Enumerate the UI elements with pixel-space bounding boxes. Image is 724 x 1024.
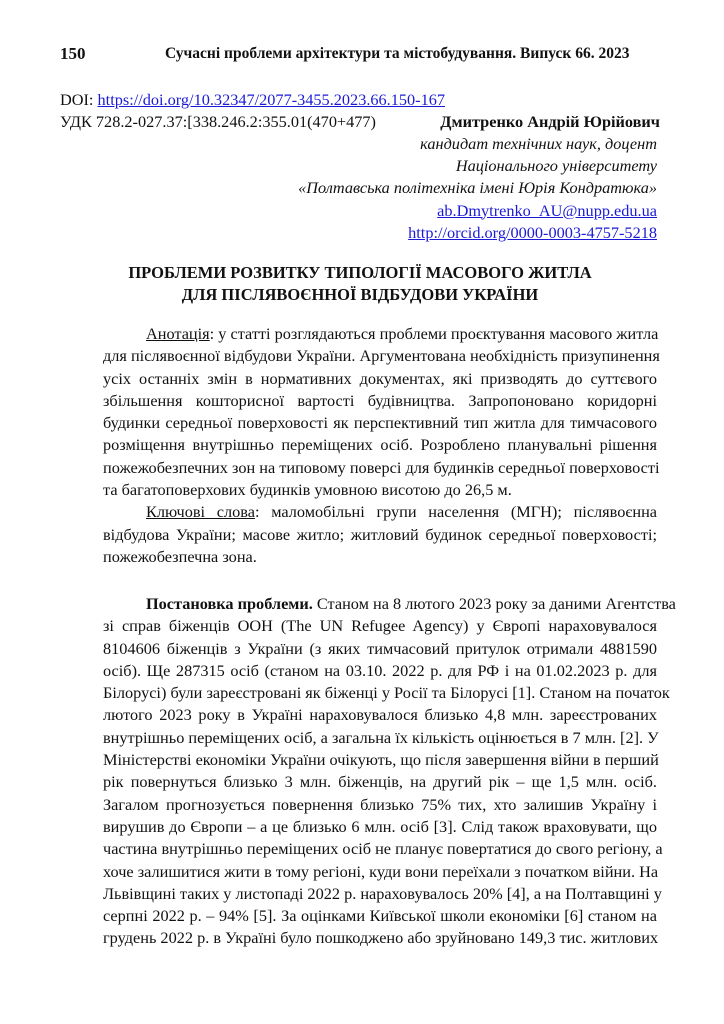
problem-line: рік повернуться близько 3 млн. біженців, на другий рік – ще 1,5 млн. осіб. <box>103 772 657 792</box>
abstract-line: збільшення кошторисної вартості будівництва. Запропоновано коридорні <box>103 390 657 410</box>
problem-line: Міністерстві економіки України очікують, що після завершення війни в перший <box>103 750 659 770</box>
problem-line: 8104606 біженців з України (з яких тимчасовий притулок отримали 4881590 <box>103 638 657 658</box>
author-block <box>97 133 657 244</box>
keywords-line: пожежобезпечна зона. <box>103 546 257 566</box>
problem-line: серпні 2022 р. – 94% [5]. За оцінками Київської школи економіки [6] станом на <box>103 906 657 926</box>
problem-line: Білорусі) були зареєстровані як біженці у Росії та Білорусі [1]. Станом на початок <box>103 683 670 703</box>
keywords-line: відбудова України; масове житло; житловий будинок середньої поверховості; <box>103 524 657 544</box>
author-orcid-link[interactable]: http://orcid.org/0000-0003-4757-5218 <box>408 222 657 242</box>
abstract-line: пожежобезпечних зон на типовому поверсі для будинків середньої поверховості <box>103 457 660 477</box>
doi-link[interactable]: https://doi.org/10.32347/2077-3455.2023.66.150-167 <box>97 90 446 109</box>
title-line-1: ПРОБЛЕМИ РОЗВИТКУ ТИПОЛОГІЇ МАСОВОГО ЖИТЛА <box>128 263 592 282</box>
problem-line: вирушив до Європи – а це близько 6 млн. осіб [3]. Слід також враховувати, що <box>103 816 657 836</box>
title-line-2: ДЛЯ ПІСЛЯВОЄННОЇ ВІДБУДОВИ УКРАЇНИ <box>181 285 539 304</box>
author-email-link[interactable]: ab.Dmytrenko_AU@nupp.edu.ua <box>437 200 657 220</box>
problem-statement-section <box>60 593 676 950</box>
problem-line: Львівщині таких у листопаді 2022 р. нараховувалось 20% [4], а на Полтавщині у <box>103 883 662 903</box>
problem-line: внутрішньо переміщених осіб, а загальна їх кількість оцінюється в 7 млн. [2]. У <box>103 727 659 747</box>
abstract-label: Анотація <box>146 324 210 343</box>
abstract-line: Анотація: у статті розглядаються проблеми проєктування масового житла <box>146 324 659 343</box>
author-affiliation-1: Національного університету <box>455 156 657 176</box>
doi-line <box>60 89 660 111</box>
abstract-line: будинки середньої поверховості як перспективний тип житла для тимчасового <box>103 413 657 433</box>
article-meta <box>60 89 660 133</box>
running-head <box>60 44 660 64</box>
keywords-label: Ключові слова <box>146 502 255 522</box>
problem-label: Постановка проблеми. <box>146 594 313 613</box>
problem-line: хоче залишитися жити в тому регіоні, куди вони переїхали з початком війни. На <box>103 861 659 881</box>
problem-line: частина внутрішньо переміщених осіб не планує повертатися до свого регіону, а <box>103 839 663 859</box>
page-number: 150 <box>60 44 86 63</box>
abstract-section <box>60 323 660 568</box>
abstract-line: та багатоповерхових будинків умовною висотою до 26,5 м. <box>103 480 512 500</box>
journal-title: Сучасні проблеми архітектури та містобудування. Випуск 66. 2023 <box>165 45 630 62</box>
keywords-line: Ключові слова: маломобільні групи населення (МГН); післявоєнна <box>146 502 658 522</box>
problem-line: грудень 2022 р. в Україні було пошкоджено або зруйновано 149,3 тис. житлових <box>103 928 659 948</box>
author-name: Дмитренко Андрій Юрійович <box>440 112 660 131</box>
abstract-line: усіх останніх змін в нормативних документах, які призводять до суттєвого <box>103 368 657 388</box>
problem-line: лютого 2023 року в Україні нараховувалося близько 4,8 млн. зареєстрованих <box>103 705 657 725</box>
problem-line: Загалом прогнозується повернення близько 75% тих, хто залишив Україну і <box>103 794 657 814</box>
author-affiliation-2: «Полтавська політехніка імені Юрія Кондратюка» <box>298 178 657 198</box>
problem-line: зі справ біженців ООН (The UN Refugee Agency) у Європі нараховувалося <box>103 616 657 636</box>
udk-line <box>60 111 660 133</box>
problem-line: осіб). Ще 287315 осіб (станом на 03.10. 2022 р. для РФ і на 01.02.2023 р. для <box>103 660 657 680</box>
author-degree: кандидат технічних наук, доцент <box>420 134 657 153</box>
article-title <box>60 262 660 306</box>
udk-code: УДК 728.2-027.37:[338.246.2:355.01(470+477) <box>60 112 376 131</box>
problem-line: Постановка проблеми. Станом на 8 лютого 2023 року за даними Агентства <box>146 594 676 613</box>
doi-label: DOI: <box>60 90 98 109</box>
abstract-line: розміщення внутрішньо переміщених осіб. Розроблено планувальні рішення <box>103 435 657 455</box>
abstract-line: для післявоєнної відбудови України. Аргументована необхідність призупинення <box>103 346 660 366</box>
